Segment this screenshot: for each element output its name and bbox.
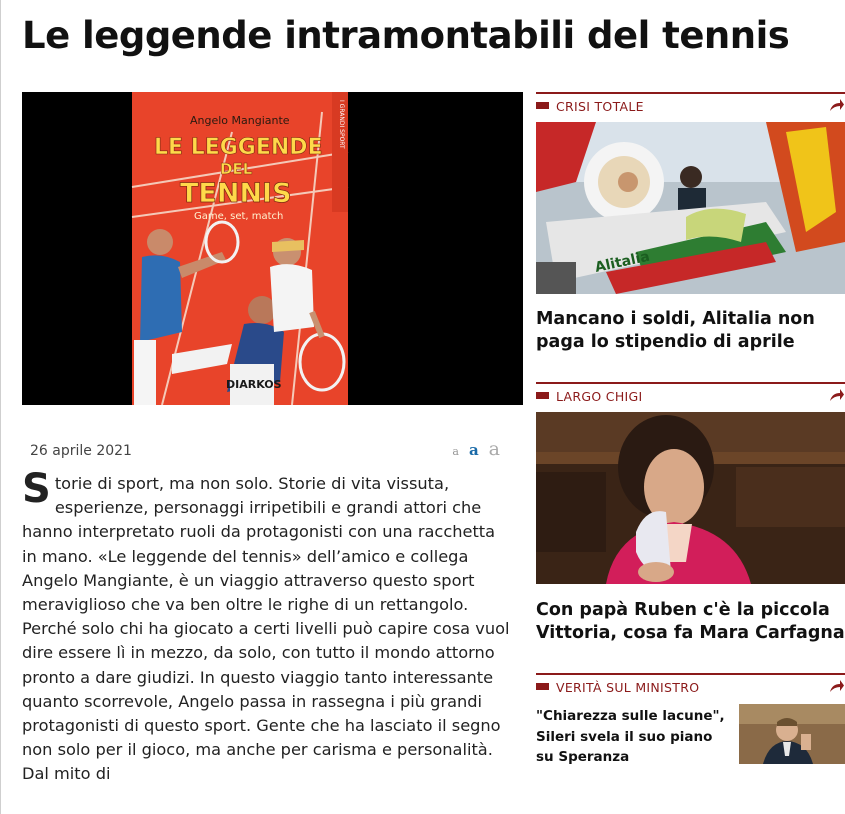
book-spine-text: I GRANDI SPORT — [338, 100, 345, 149]
sidebar-headline-carfagna[interactable]: Con papà Ruben c'è la piccola Vittoria, cosa fa Mara Carfagna — [536, 600, 845, 643]
section-label: CRISI TOTALE — [556, 99, 644, 114]
section-marker-icon — [536, 102, 549, 109]
sidebar-section-header — [536, 92, 845, 114]
article-body — [22, 466, 512, 787]
font-size-controls — [452, 438, 500, 460]
share-arrow-icon[interactable] — [829, 679, 845, 693]
book-cover-illustration — [22, 92, 523, 405]
sidebar-section-header — [536, 382, 845, 404]
article-dropcap: S — [22, 466, 51, 512]
sidebar-headline-sileri[interactable]: "Chiarezza sulle lacune", Sileri svela il suo piano su Speranza — [536, 708, 725, 765]
section-label: VERITÀ SUL MINISTRO — [556, 680, 700, 695]
book-publisher: DIARKOS — [226, 378, 282, 391]
article-hero-image[interactable] — [22, 92, 523, 405]
book-title-line2: DEL — [220, 160, 253, 178]
sileri-photo — [739, 704, 845, 764]
book-author: Angelo Mangiante — [190, 114, 290, 127]
section-label: LARGO CHIGI — [556, 389, 643, 404]
alitalia-protest-photo — [536, 122, 845, 294]
book-title-line1: LE LEGGENDE — [154, 135, 323, 160]
sidebar-thumbnail-alitalia[interactable] — [536, 122, 845, 294]
article-date: 26 aprile 2021 — [30, 443, 132, 459]
carfagna-photo — [536, 412, 845, 584]
page-title: Le leggende intramontabili del tennis — [22, 14, 790, 57]
book-subtitle: Game, set, match — [194, 211, 284, 222]
sidebar-thumbnail-sileri[interactable] — [739, 704, 845, 764]
article-meta — [30, 438, 500, 462]
section-marker-icon — [536, 392, 549, 399]
font-size-large-button[interactable]: a — [488, 438, 500, 460]
book-title-line3: TENNIS — [180, 178, 292, 209]
share-arrow-icon[interactable] — [829, 98, 845, 112]
sidebar-section-header — [536, 673, 845, 695]
article-text: torie di sport, ma non solo. Storie di vita vissuta, esperienze, personaggi irripetibili e grandi attori che hanno interpretato ruoli da protagonisti con una racchetta in mano. «Le leggende del tennis» dell’amico e collega Angelo Mangiante, è un viaggio attraverso questo sport meraviglioso che va ben oltre le righe di un rettangolo. Perché solo chi ha giocato a certi livelli può capire cosa vuol dire essere lì in mezzo, da solo, con tutto il mondo attorno pronto a dare giudizi. In questo viaggio tanto interessante quanto scorrevole, Angelo passa in rassegna i più grandi protagonisti di questo sport. Gente che ha lasciato il segno non solo per il gioco, ma anche per carisma e personalità. Dal mito di — [22, 474, 510, 784]
left-border — [0, 0, 1, 814]
font-size-small-button[interactable]: a — [452, 445, 459, 458]
font-size-medium-button[interactable]: a — [468, 441, 479, 459]
alitalia-logo-text: Alitalia — [593, 248, 652, 276]
sidebar-headline-alitalia[interactable]: Mancano i soldi, Alitalia non paga lo stipendio di aprile — [536, 309, 815, 352]
section-marker-icon — [536, 683, 549, 690]
share-arrow-icon[interactable] — [829, 388, 845, 402]
sidebar-thumbnail-carfagna[interactable] — [536, 412, 845, 584]
